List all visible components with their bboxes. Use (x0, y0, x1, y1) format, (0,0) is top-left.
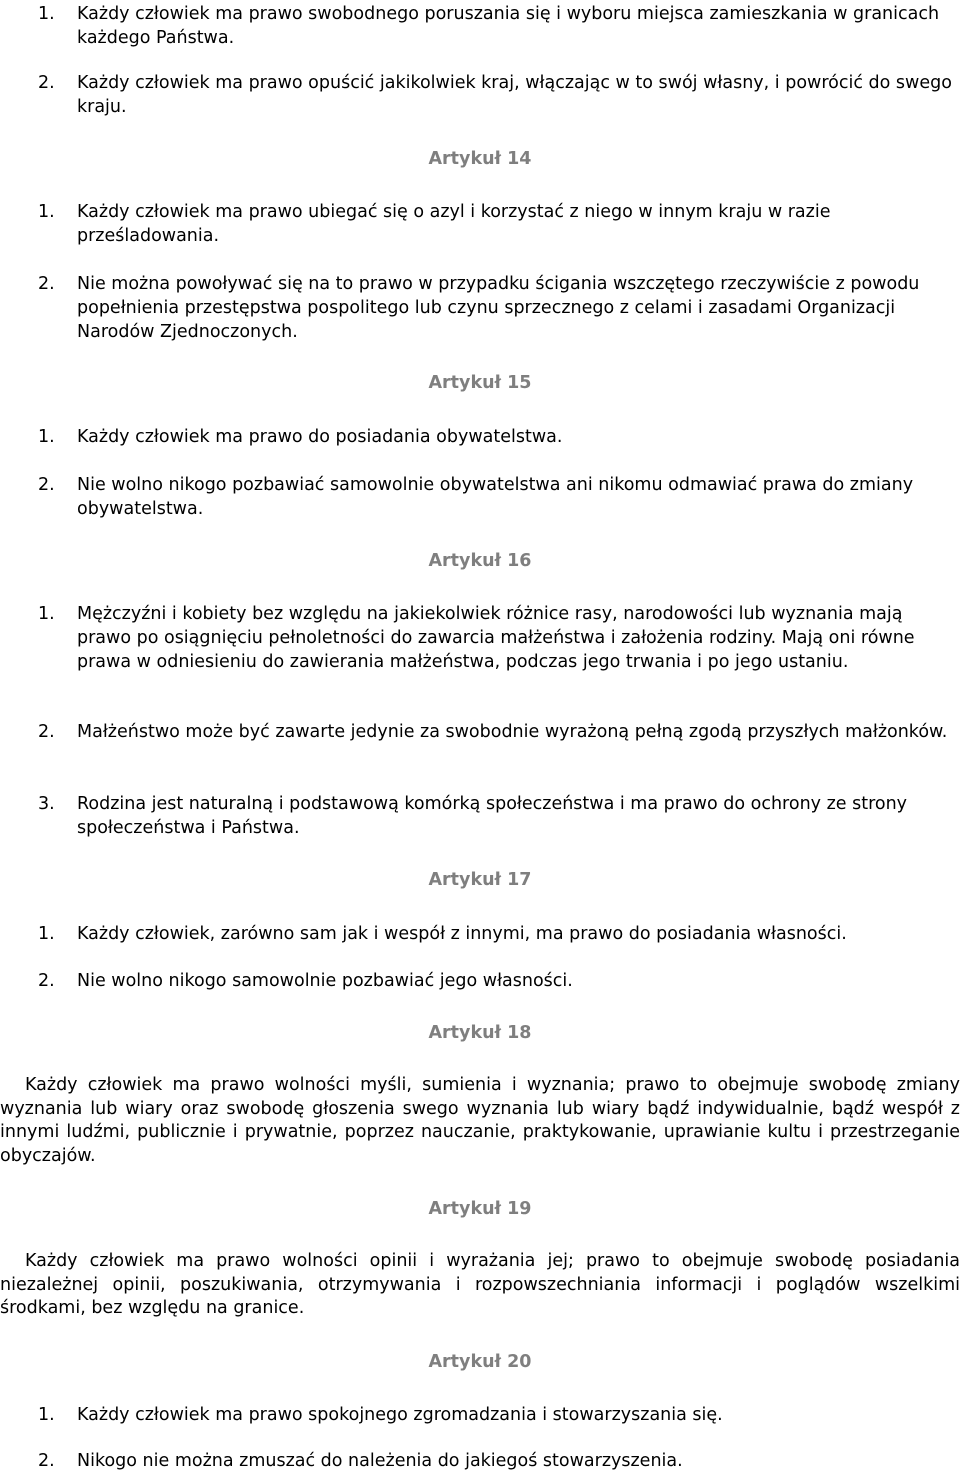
item-number: 2. (38, 722, 55, 742)
paragraph: Każdy człowiek ma prawo wolności myśli, sumienia i wyznania; prawo to obejmuje swobodę zmiany wyznania lub wiary oraz swobodę głoszenia swego wyznania lub wiary bądź indywidualnie, bądź wespół z innymi ludźmi, publicznie i prywatnie, poprzez nauczanie, praktykowanie, uprawianie kultu i przestrzeganie obyczajów. (0, 1075, 960, 1166)
item-number: 2. (38, 73, 55, 93)
item-number: 1. (38, 427, 55, 447)
item-number: 3. (38, 794, 55, 814)
item-number: 2. (38, 971, 55, 991)
article-heading: Artykuł 19 (428, 1199, 532, 1219)
item-text: Każdy człowiek ma prawo spokojnego zgromadzania i stowarzyszania się. (77, 1405, 723, 1425)
list-item (0, 473, 960, 521)
item-number: 2. (38, 1451, 55, 1471)
item-number: 2. (38, 274, 55, 294)
item-text: Rodzina jest naturalną i podstawową komórką społeczeństwa i ma prawo do ochrony ze strony społeczeństwa i Państwa. (77, 794, 908, 838)
item-text: Nie wolno nikogo samowolnie pozbawiać jego własności. (77, 971, 573, 991)
article-heading: Artykuł 17 (428, 870, 532, 890)
item-text: Nie można powoływać się na to prawo w przypadku ścigania wszczętego rzeczywiście z powodu popełnienia przestępstwa pospolitego lub czynu sprzecznego z celami i zasadami Organizacji Narodów Zjednoczonych. (77, 274, 920, 342)
item-number: 1. (38, 202, 55, 222)
list-item (0, 200, 960, 248)
item-text: Każdy człowiek ma prawo opuścić jakikolwiek kraj, włączając w to swój własny, i powrócić do swego kraju. (77, 73, 952, 117)
list-item (0, 71, 960, 119)
item-number: 2. (38, 475, 55, 495)
article-heading: Artykuł 14 (428, 149, 532, 169)
list-item (0, 425, 960, 449)
item-number: 1. (38, 1405, 55, 1425)
list-item (0, 792, 960, 840)
item-number: 1. (38, 604, 55, 624)
article-heading: Artykuł 18 (428, 1023, 532, 1043)
article-heading: Artykuł 15 (428, 373, 532, 393)
list-item (0, 720, 960, 744)
article-heading: Artykuł 16 (428, 551, 532, 571)
article-heading: Artykuł 20 (428, 1352, 532, 1372)
item-number: 1. (38, 4, 55, 24)
list-item (0, 969, 960, 993)
list-item (0, 922, 960, 946)
list-item (0, 1449, 960, 1473)
item-text: Każdy człowiek ma prawo ubiegać się o azyl i korzystać z niego w innym kraju w razie prześladowania. (77, 202, 831, 246)
item-text: Nie wolno nikogo pozbawiać samowolnie obywatelstwa ani nikomu odmawiać prawa do zmiany obywatelstwa. (77, 475, 914, 519)
paragraph: Każdy człowiek ma prawo wolności opinii i wyrażania jej; prawo to obejmuje swobodę posiadania niezależnej opinii, poszukiwania, otrzymywania i rozpowszechniania informacji i poglądów wszelkimi środkami, bez względu na granice. (0, 1251, 960, 1318)
item-text: Każdy człowiek, zarówno sam jak i wespół z innymi, ma prawo do posiadania własności. (77, 924, 847, 944)
item-text: Każdy człowiek ma prawo do posiadania obywatelstwa. (77, 427, 563, 447)
item-text: Nikogo nie można zmuszać do należenia do jakiegoś stowarzyszenia. (77, 1451, 683, 1471)
list-item (0, 1403, 960, 1427)
item-number: 1. (38, 924, 55, 944)
item-text: Każdy człowiek ma prawo swobodnego poruszania się i wyboru miejsca zamieszkania w granicach każdego Państwa. (77, 4, 940, 48)
list-item (0, 602, 960, 674)
item-text: Mężczyźni i kobiety bez względu na jakiekolwiek różnice rasy, narodowości lub wyznania mają prawo po osiągnięciu pełnoletności do zawarcia małżeństwa i założenia rodziny. Mają oni równe prawa w odniesieniu do zawierania małżeństwa, podczas jego trwania i po jego ustaniu. (77, 604, 915, 672)
item-text: Małżeństwo może być zawarte jedynie za swobodnie wyrażoną pełną zgodą przyszłych małżonków. (77, 722, 948, 742)
list-item (0, 272, 960, 344)
list-item (0, 2, 960, 50)
